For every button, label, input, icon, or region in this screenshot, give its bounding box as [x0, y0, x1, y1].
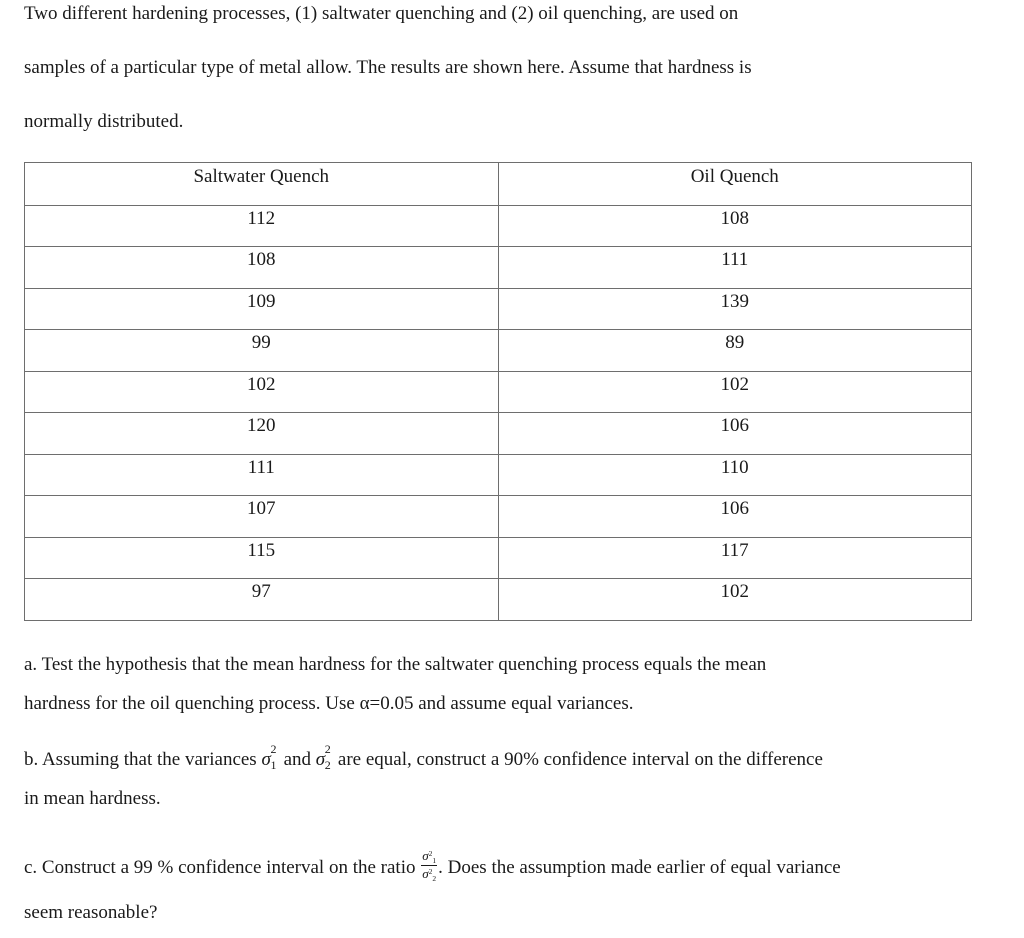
oil-cell: 102 [498, 579, 972, 621]
header-oil-quench: Oil Quench [498, 163, 972, 206]
oil-cell: 106 [498, 413, 972, 455]
intro-line-3: normally distributed. [24, 111, 184, 132]
question-b-text-post: are equal, construct a 90% confidence interval on the difference [333, 749, 823, 770]
table-row [25, 537, 972, 579]
question-b-text-mid: and [278, 749, 316, 770]
question-b-text-pre: b. Assuming that the variances [24, 749, 262, 770]
variance-ratio-denominator: $\sigma^2_2$ [422, 866, 437, 884]
saltwater-cell: 97 [25, 579, 499, 621]
question-c-text-pre: c. Construct a 99 % confidence interval on the ratio [24, 857, 421, 879]
oil-cell: 117 [498, 537, 972, 579]
table-row [25, 454, 972, 496]
oil-cell: 110 [498, 454, 972, 496]
saltwater-cell: 102 [25, 371, 499, 413]
oil-cell: 108 [498, 205, 972, 247]
header-saltwater-quench: Saltwater Quench [25, 163, 499, 206]
sigma-2-squared: σ 2 2 [315, 742, 331, 772]
sigma-1-squared: σ 2 1 [261, 742, 277, 772]
table-row [25, 247, 972, 289]
oil-cell: 139 [498, 288, 972, 330]
hardness-table [24, 162, 972, 621]
table-row [25, 371, 972, 413]
table-row [25, 579, 972, 621]
oil-cell: 111 [498, 247, 972, 289]
question-c-line-2: seem reasonable? [24, 902, 158, 923]
oil-cell: 102 [498, 371, 972, 413]
variance-ratio [421, 849, 437, 883]
table-row [25, 413, 972, 455]
variance-ratio-numerator: $\sigma^2_1$ [422, 848, 437, 865]
saltwater-cell: 115 [25, 537, 499, 579]
intro-line-1: Two different hardening processes, (1) saltwater quenching and (2) oil quenching, are used on [24, 3, 739, 24]
question-b-line-1 [24, 742, 823, 772]
question-c-text-post: . Does the assumption made earlier of equal variance [438, 857, 841, 879]
table-row [25, 496, 972, 538]
saltwater-cell: 111 [25, 454, 499, 496]
question-b-line-2: in mean hardness. [24, 788, 161, 809]
table-header-row [25, 163, 972, 206]
saltwater-cell: 120 [25, 413, 499, 455]
question-a-line-2: hardness for the oil quenching process. Use α=0.05 and assume equal variances. [24, 693, 634, 714]
table-row [25, 288, 972, 330]
table-row [25, 330, 972, 372]
saltwater-cell: 112 [25, 205, 499, 247]
intro-line-2: samples of a particular type of metal allow. The results are shown here. Assume that hardness is [24, 57, 752, 78]
oil-cell: 106 [498, 496, 972, 538]
saltwater-cell: 108 [25, 247, 499, 289]
saltwater-cell: 99 [25, 330, 499, 372]
saltwater-cell: 107 [25, 496, 499, 538]
question-c-line-1 [24, 848, 841, 886]
table-row [25, 205, 972, 247]
question-a-line-1: a. Test the hypothesis that the mean hardness for the saltwater quenching process equals the mean [24, 654, 767, 675]
oil-cell: 89 [498, 330, 972, 372]
saltwater-cell: 109 [25, 288, 499, 330]
